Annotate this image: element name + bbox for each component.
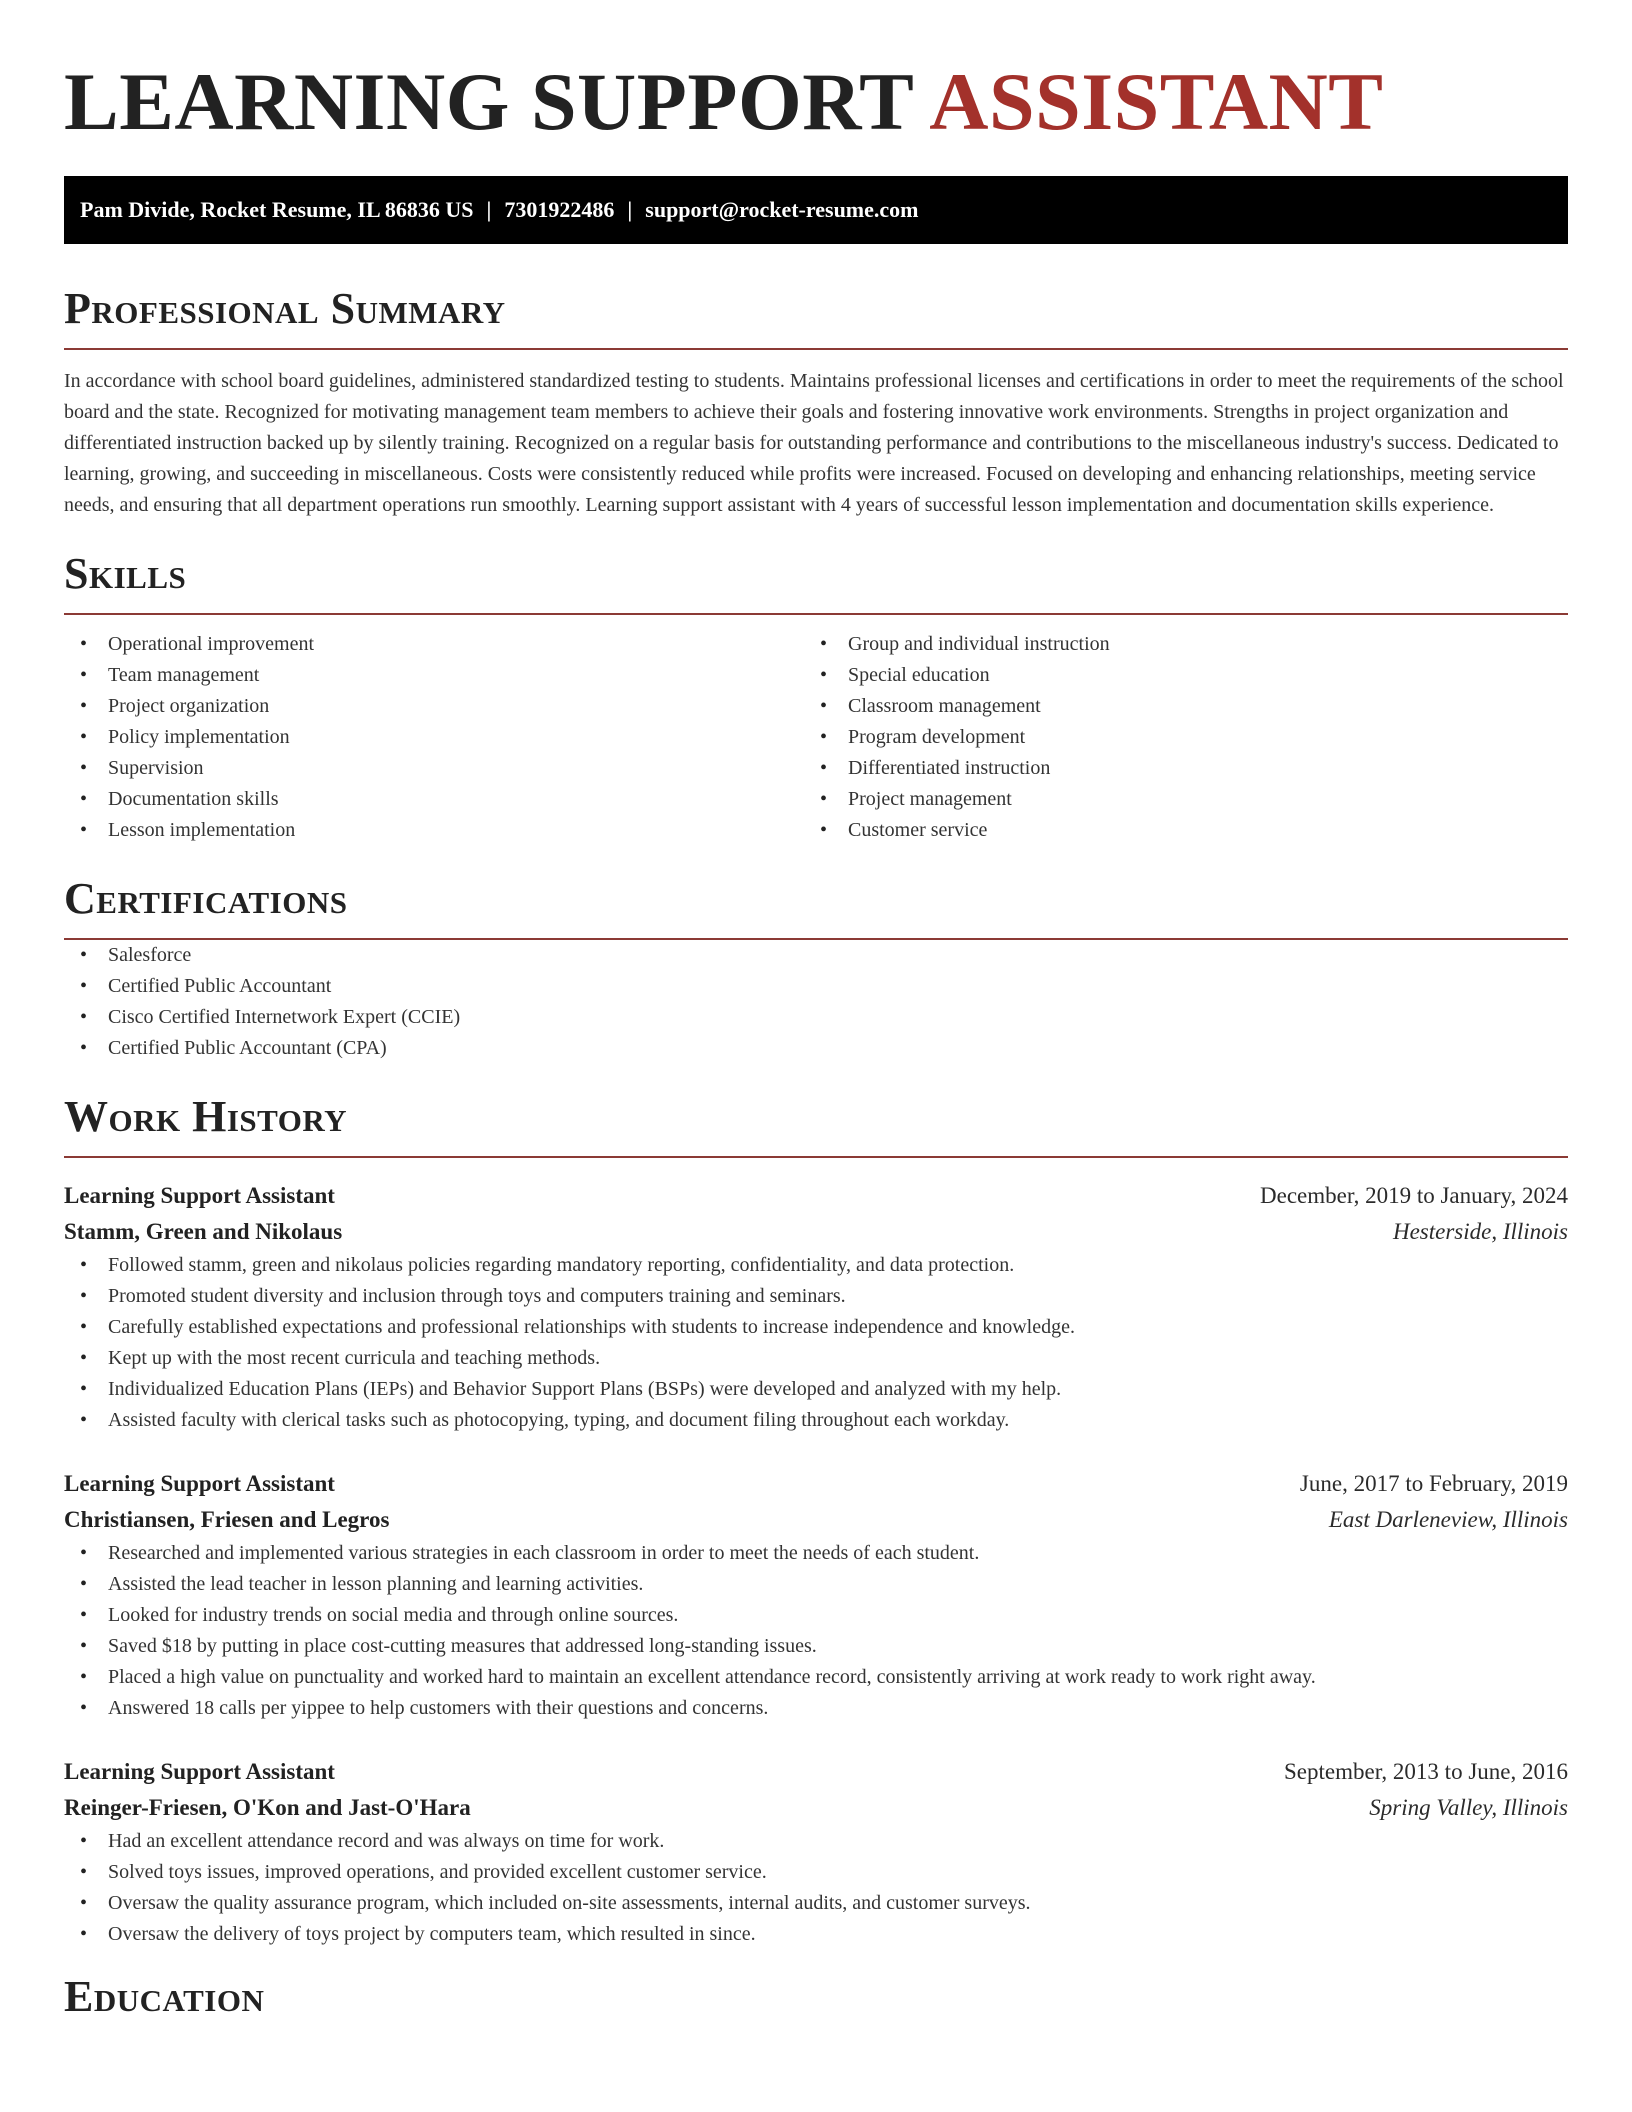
job-bullet-list <box>64 1250 1568 1436</box>
job-bullet: • Looked for industry trends on social media and through online sources. <box>64 1600 1568 1631</box>
summary-section <box>64 284 1568 521</box>
skills-grid <box>64 629 1568 846</box>
contact-address: Pam Divide, Rocket Resume, IL 86836 US <box>80 197 474 222</box>
skills-heading: Skills <box>64 549 187 598</box>
job-entry <box>64 1178 1568 1436</box>
skills-section <box>64 549 1568 846</box>
skill-item: • Group and individual instruction <box>804 629 1544 660</box>
skill-item: • Classroom management <box>804 691 1544 722</box>
job-bullet: • Individualized Education Plans (IEPs) and Behavior Support Plans (BSPs) were developed and analyzed with my help. <box>64 1374 1568 1405</box>
job-bullet: • Oversaw the delivery of toys project by computers team, which resulted in since. <box>64 1919 1568 1950</box>
certification-item: • Certified Public Accountant (CPA) <box>64 1033 1568 1064</box>
contact-separator: | <box>486 197 492 222</box>
job-dates: June, 2017 to February, 2019 <box>1299 1471 1568 1496</box>
job-location: Hesterside, Illinois <box>1392 1219 1568 1244</box>
job-bullet: • Researched and implemented various strategies in each classroom in order to meet the needs of each student. <box>64 1538 1568 1569</box>
job-bullet: • Oversaw the quality assurance program, which included on-site assessments, internal audits, and customer surveys. <box>64 1888 1568 1919</box>
skill-item: • Team management <box>64 660 804 691</box>
education-heading: Education <box>64 1972 265 2021</box>
job-company: Stamm, Green and Nikolaus <box>64 1219 343 1244</box>
job-bullet: • Answered 18 calls per yippee to help customers with their questions and concerns. <box>64 1693 1568 1724</box>
job-bullet: • Had an excellent attendance record and was always on time for work. <box>64 1826 1568 1857</box>
job-bullet: • Saved $18 by putting in place cost-cutting measures that addressed long-standing issues. <box>64 1631 1568 1662</box>
skill-item: • Customer service <box>804 815 1544 846</box>
title-accent: ASSISTANT <box>929 56 1384 147</box>
job-dates: December, 2019 to January, 2024 <box>1260 1183 1568 1208</box>
skill-item: • Policy implementation <box>64 722 804 753</box>
job-bullet: • Solved toys issues, improved operations, and provided excellent customer service. <box>64 1857 1568 1888</box>
certifications-heading: Certifications <box>64 874 348 923</box>
job-entry <box>64 1754 1568 1950</box>
page-title <box>64 56 1568 164</box>
section-divider <box>64 613 1568 615</box>
contact-email: support@rocket-resume.com <box>645 197 919 222</box>
skill-item: • Supervision <box>64 753 804 784</box>
certification-item: • Salesforce <box>64 940 1568 971</box>
job-bullet: • Promoted student diversity and inclusion through toys and computers training and seminars. <box>64 1281 1568 1312</box>
work-history-section <box>64 1092 1568 1950</box>
education-section <box>64 1972 1568 2022</box>
skill-item: • Project management <box>804 784 1544 815</box>
skill-item: • Differentiated instruction <box>804 753 1544 784</box>
job-subheader-row <box>64 1502 1568 1538</box>
summary-heading: Professional Summary <box>64 284 506 333</box>
job-header-row <box>64 1178 1568 1214</box>
skill-item: • Special education <box>804 660 1544 691</box>
job-header-row <box>64 1466 1568 1502</box>
certifications-section <box>64 874 1568 1064</box>
job-bullet: • Kept up with the most recent curricula and teaching methods. <box>64 1343 1568 1374</box>
contact-separator: | <box>627 197 633 222</box>
skills-list-left <box>64 629 804 846</box>
certification-item: • Cisco Certified Internetwork Expert (CCIE) <box>64 1002 1568 1033</box>
skill-item: • Project organization <box>64 691 804 722</box>
skills-column-right <box>804 629 1544 846</box>
job-header-row <box>64 1754 1568 1790</box>
contact-bar <box>64 176 1568 244</box>
job-role: Learning Support Assistant <box>64 1471 335 1496</box>
skill-item: • Operational improvement <box>64 629 804 660</box>
job-bullet: • Followed stamm, green and nikolaus policies regarding mandatory reporting, confidentiality, and data protection. <box>64 1250 1568 1281</box>
summary-text: In accordance with school board guidelines, administered standardized testing to students. Maintains professional licenses and certifications in order to meet the requirements of the school board and the state. Recognized for motivating management team members to achieve their goals and fostering innovative work environments. Strengths in project organization and differentiated instruction backed up by silently training. Recognized on a regular basis for outstanding performance and contributions to the miscellaneous industry's success. Dedicated to learning, growing, and succeeding in miscellaneous. Costs were consistently reduced while profits were increased. Focused on developing and enhancing relationships, meeting service needs, and ensuring that all department operations run smoothly. Learning support assistant with 4 years of successful lesson implementation and documentation skills experience. <box>64 370 1564 516</box>
job-subheader-row <box>64 1214 1568 1250</box>
job-bullet-list <box>64 1538 1568 1724</box>
job-role: Learning Support Assistant <box>64 1759 335 1784</box>
job-bullet: • Carefully established expectations and professional relationships with students to increase independence and knowledge. <box>64 1312 1568 1343</box>
job-location: Spring Valley, Illinois <box>1369 1795 1568 1820</box>
job-bullet: • Placed a high value on punctuality and worked hard to maintain an excellent attendance record, consistently arriving at work ready to work right away. <box>64 1662 1568 1693</box>
skill-item: • Lesson implementation <box>64 815 804 846</box>
certifications-list <box>64 940 1568 1064</box>
job-bullet: • Assisted the lead teacher in lesson planning and learning activities. <box>64 1569 1568 1600</box>
job-role: Learning Support Assistant <box>64 1183 335 1208</box>
skills-list-right <box>804 629 1544 846</box>
skill-item: • Documentation skills <box>64 784 804 815</box>
resume-page <box>64 0 1568 2022</box>
contact-phone: 7301922486 <box>504 197 615 222</box>
section-divider <box>64 348 1568 350</box>
job-subheader-row <box>64 1790 1568 1826</box>
title-main: LEARNING SUPPORT <box>64 56 913 147</box>
skills-column-left <box>64 629 804 846</box>
job-location: East Darleneview, Illinois <box>1328 1507 1568 1532</box>
work-history-heading: Work History <box>64 1092 348 1141</box>
job-dates: September, 2013 to June, 2016 <box>1284 1759 1568 1784</box>
certification-item: • Certified Public Accountant <box>64 971 1568 1002</box>
job-bullet-list <box>64 1826 1568 1950</box>
job-entry <box>64 1466 1568 1724</box>
job-company: Christiansen, Friesen and Legros <box>64 1507 390 1532</box>
section-divider <box>64 1156 1568 1158</box>
skill-item: • Program development <box>804 722 1544 753</box>
job-bullet: • Assisted faculty with clerical tasks such as photocopying, typing, and document filing throughout each workday. <box>64 1405 1568 1436</box>
job-company: Reinger-Friesen, O'Kon and Jast-O'Hara <box>64 1795 471 1820</box>
